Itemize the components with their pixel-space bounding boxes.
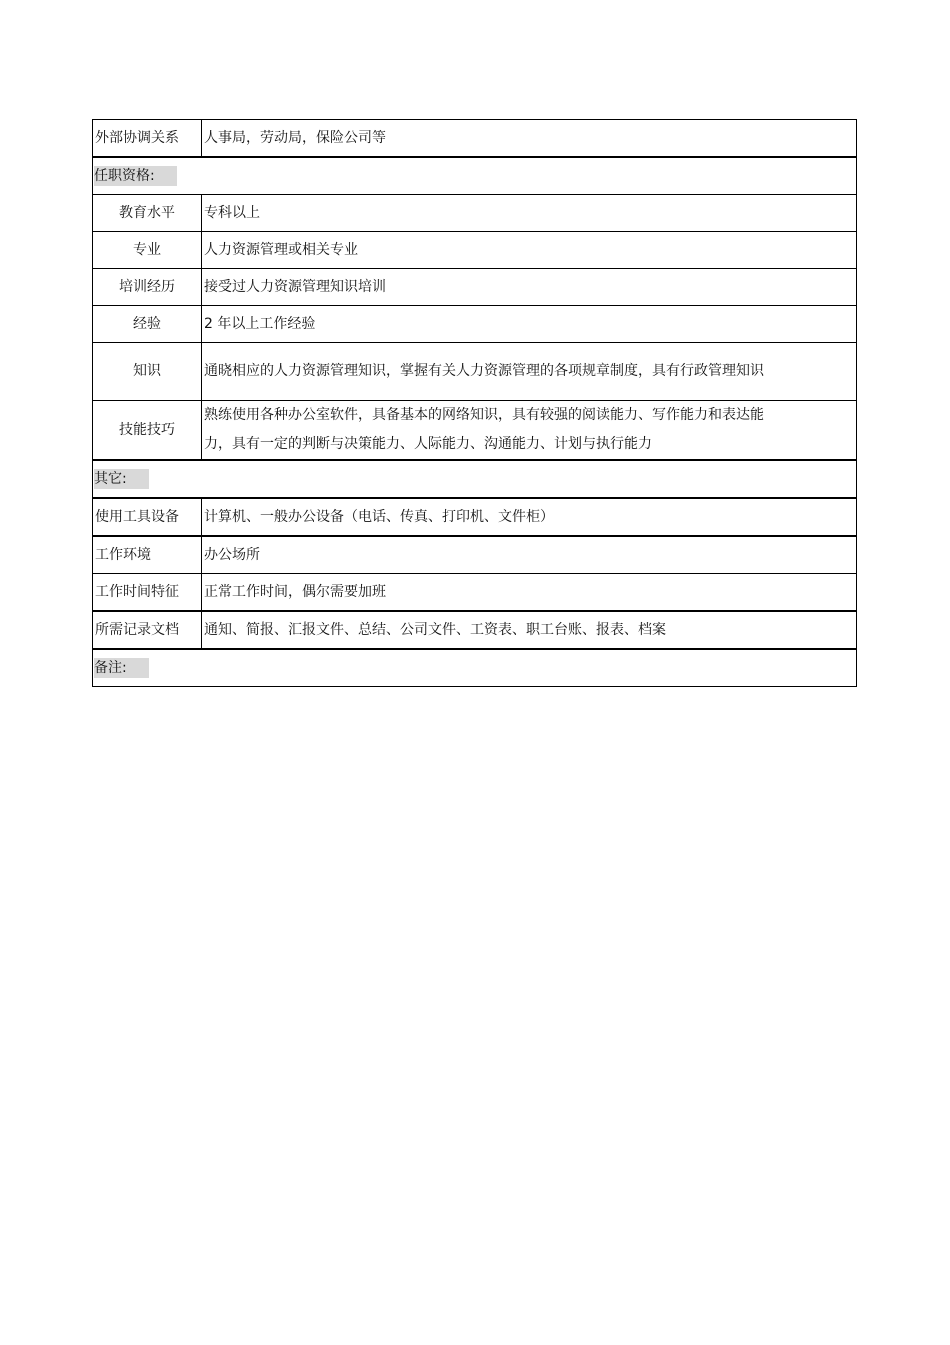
row-label: 所需记录文档: [93, 611, 202, 649]
row-label: 经验: [93, 306, 202, 343]
section-label: 其它:: [94, 469, 149, 489]
row-value: 人力资源管理或相关专业: [202, 232, 857, 269]
row-label: 外部协调关系: [93, 120, 202, 158]
row-value: 熟练使用各种办公室软件，具备基本的网络知识，具有较强的阅读能力、写作能力和表达能力，具有一定的判断与决策能力、人际能力、沟通能力、计划与执行能力: [202, 401, 857, 461]
row-label: 专业: [93, 232, 202, 269]
table-row: [93, 195, 857, 232]
section-header-remarks: [93, 649, 857, 687]
row-label: 培训经历: [93, 269, 202, 306]
section-label: 备注:: [94, 658, 149, 678]
row-value: 专科以上: [202, 195, 857, 232]
table-row: [93, 498, 857, 536]
table-row: [93, 269, 857, 306]
table-row: [93, 343, 857, 401]
row-value: 通晓相应的人力资源管理知识，掌握有关人力资源管理的各项规章制度，具有行政管理知识: [202, 343, 857, 401]
row-value: 接受过人力资源管理知识培训: [202, 269, 857, 306]
row-label: 技能技巧: [93, 401, 202, 461]
row-value: 人事局，劳动局，保险公司等: [202, 120, 857, 158]
section-header-qualifications: [93, 157, 857, 195]
job-description-table: [92, 119, 857, 687]
table-row: [93, 306, 857, 343]
row-value: 计算机、一般办公设备（电话、传真、打印机、文件柜）: [202, 498, 857, 536]
table-row: [93, 611, 857, 649]
row-value: 正常工作时间，偶尔需要加班: [202, 574, 857, 612]
table-row-external-relations: [93, 120, 857, 158]
row-label: 知识: [93, 343, 202, 401]
row-value: 办公场所: [202, 536, 857, 574]
table-row: [93, 401, 857, 461]
row-value: 通知、简报、汇报文件、总结、公司文件、工资表、职工台账、报表、档案: [202, 611, 857, 649]
row-value: 2 年以上工作经验: [202, 306, 857, 343]
table-row: [93, 536, 857, 574]
table-row: [93, 232, 857, 269]
section-label: 任职资格:: [94, 166, 177, 186]
table-row: [93, 574, 857, 612]
row-label: 使用工具设备: [93, 498, 202, 536]
row-label: 教育水平: [93, 195, 202, 232]
section-header-other: [93, 460, 857, 498]
row-label: 工作环境: [93, 536, 202, 574]
row-label: 工作时间特征: [93, 574, 202, 612]
